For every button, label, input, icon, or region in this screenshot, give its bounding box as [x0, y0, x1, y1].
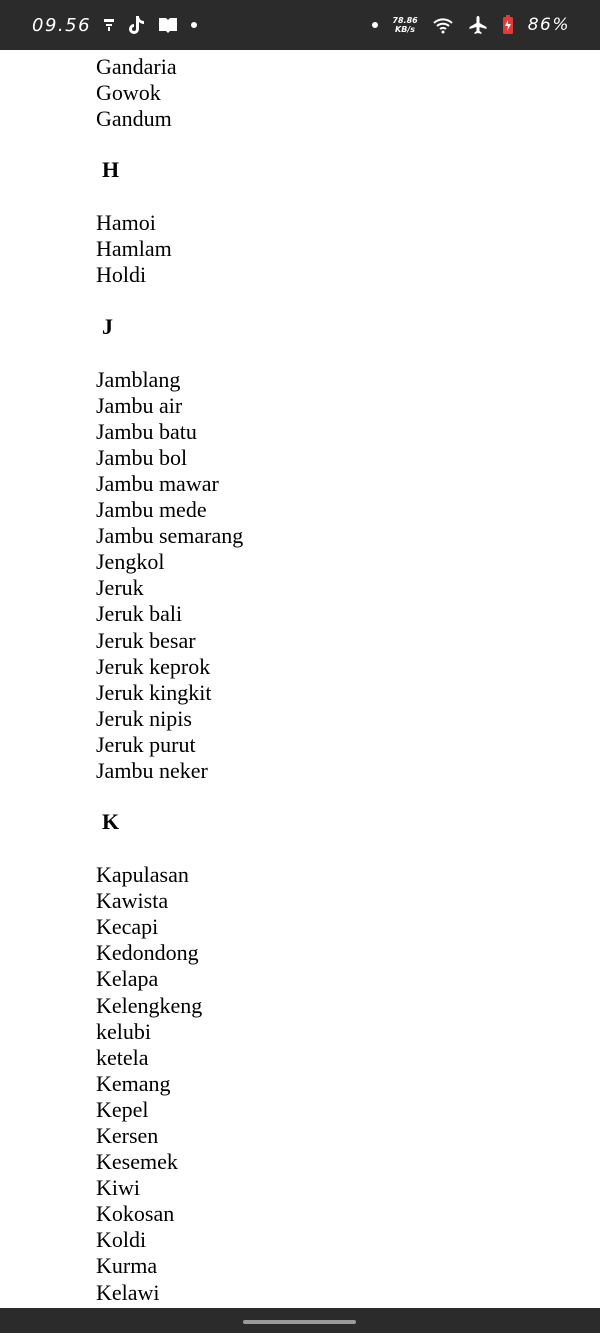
list-item: Jeruk kingkit — [96, 679, 212, 705]
list-item: kelubi — [96, 1018, 151, 1044]
list-item: Jeruk nipis — [96, 705, 192, 731]
list-item: Gandum — [96, 106, 172, 132]
list-item: ketela — [96, 1044, 149, 1070]
list-item: Jeruk purut — [96, 731, 196, 757]
list-item: Jambu batu — [96, 418, 197, 444]
list-item: Kelengkeng — [96, 992, 203, 1018]
list-item: Jeruk keprok — [96, 653, 211, 679]
section-spacer — [96, 289, 600, 314]
list-item: Kurma — [96, 1253, 158, 1279]
section-heading-h: H — [102, 157, 120, 183]
list-item: Jambu mede — [96, 497, 207, 523]
list-item: Kepel — [96, 1096, 149, 1122]
list-item: Kersen — [96, 1123, 159, 1148]
list-item: Jambu semarang — [96, 523, 244, 549]
list-item: Gowok — [96, 80, 161, 106]
status-right — [372, 0, 570, 50]
section-spacer — [96, 340, 600, 367]
section-heading-j: J — [102, 313, 113, 339]
list-item: Kokosan — [96, 1201, 175, 1227]
list-item: Kesemek — [96, 1149, 178, 1175]
list-item: Kecapi — [96, 914, 159, 940]
list-item: Jamblang — [96, 366, 181, 392]
list-item: Kelawi — [96, 1279, 160, 1305]
list-item: Kawista — [96, 888, 169, 914]
list-item: Kapulasan — [96, 862, 189, 888]
list-item: Hamoi — [96, 210, 156, 236]
fruit-list — [96, 54, 600, 1306]
list-item: Koldi — [96, 1227, 147, 1253]
wifi-icon — [432, 16, 454, 34]
section-spacer — [96, 132, 600, 157]
list-item: Kiwi — [96, 1175, 140, 1201]
section-spacer — [96, 183, 600, 210]
notification-icon — [103, 18, 115, 32]
status-bar — [0, 0, 600, 50]
list-item: Jambu bol — [96, 444, 188, 470]
clock: 09.56 — [32, 14, 92, 36]
navigation-bar — [0, 1308, 600, 1333]
list-item: Jeruk bali — [96, 601, 183, 627]
list-item: Jeruk besar — [96, 627, 196, 653]
network-speed-value: 78.86 — [392, 16, 418, 25]
home-gesture-handle[interactable] — [243, 1320, 356, 1324]
battery-icon — [502, 15, 514, 35]
list-item: Holdi — [96, 262, 147, 288]
list-item: Jeruk — [96, 575, 144, 601]
book-icon — [157, 16, 179, 34]
network-speed-unit: KB/s — [395, 25, 416, 34]
list-item: Gandaria — [96, 54, 177, 79]
list-item: Jengkol — [96, 549, 165, 575]
list-item: Kemang — [96, 1070, 171, 1096]
dot-icon — [191, 22, 197, 28]
list-item: Jambu air — [96, 392, 183, 418]
list-item: Jambu mawar — [96, 470, 219, 496]
dot-icon — [372, 22, 378, 28]
list-item: Jambu neker — [96, 757, 208, 783]
list-item: Hamlam — [96, 236, 172, 262]
tiktok-icon — [127, 15, 145, 35]
list-item: Kelapa — [96, 966, 159, 992]
list-item: Kedondong — [96, 940, 199, 966]
status-left — [32, 0, 197, 50]
section-spacer — [96, 784, 600, 809]
airplane-icon — [468, 15, 488, 35]
section-heading-k: K — [102, 809, 120, 835]
section-spacer — [96, 835, 600, 862]
battery-percentage: 86% — [527, 15, 570, 35]
network-speed — [392, 16, 417, 34]
